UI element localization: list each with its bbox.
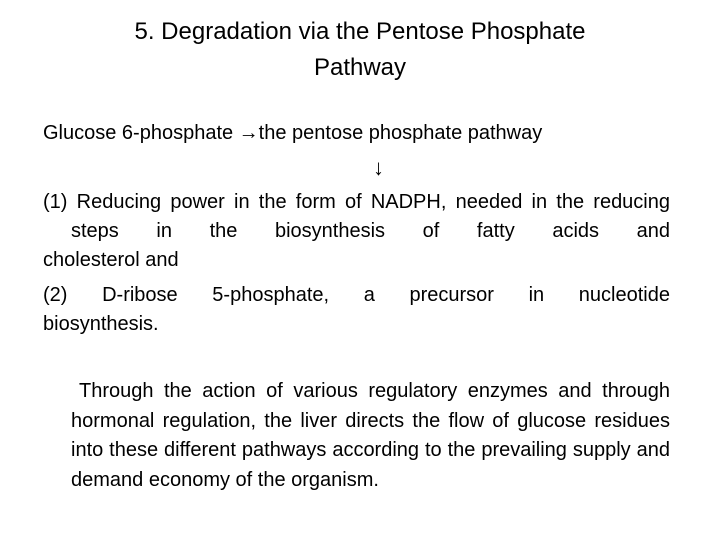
title-line-1: 5. Degradation via the Pentose Phosphate — [134, 18, 586, 45]
pathway-flow-text: Glucose 6-phosphate →the pentose phosphate pathway — [43, 122, 543, 144]
list-item-1-tail: cholesterol and — [43, 249, 179, 271]
list-item-1-text: (1) Reducing power in the form of NADPH, needed in the reducing steps in the biosynthesis of fatty acids and — [43, 191, 670, 242]
list-item-2-text: (2) D-ribose 5-phosphate, a precursor in nucleotide — [43, 284, 670, 306]
down-arrow-icon: ↓ — [373, 155, 384, 180]
list-item-2 — [43, 281, 670, 339]
body-paragraph — [71, 377, 670, 495]
title-line-2: Pathway — [313, 54, 407, 81]
body-paragraph-text: Through the action of various regulatory enzymes and through hormonal regulation, the liver directs the flow of glucose residues into these different pathways according to the prevailing supply and demand economy of the organism. — [71, 380, 670, 491]
list-item-2-tail: biosynthesis. — [43, 313, 159, 335]
list-item-1 — [43, 188, 670, 275]
slide-title — [40, 14, 680, 86]
